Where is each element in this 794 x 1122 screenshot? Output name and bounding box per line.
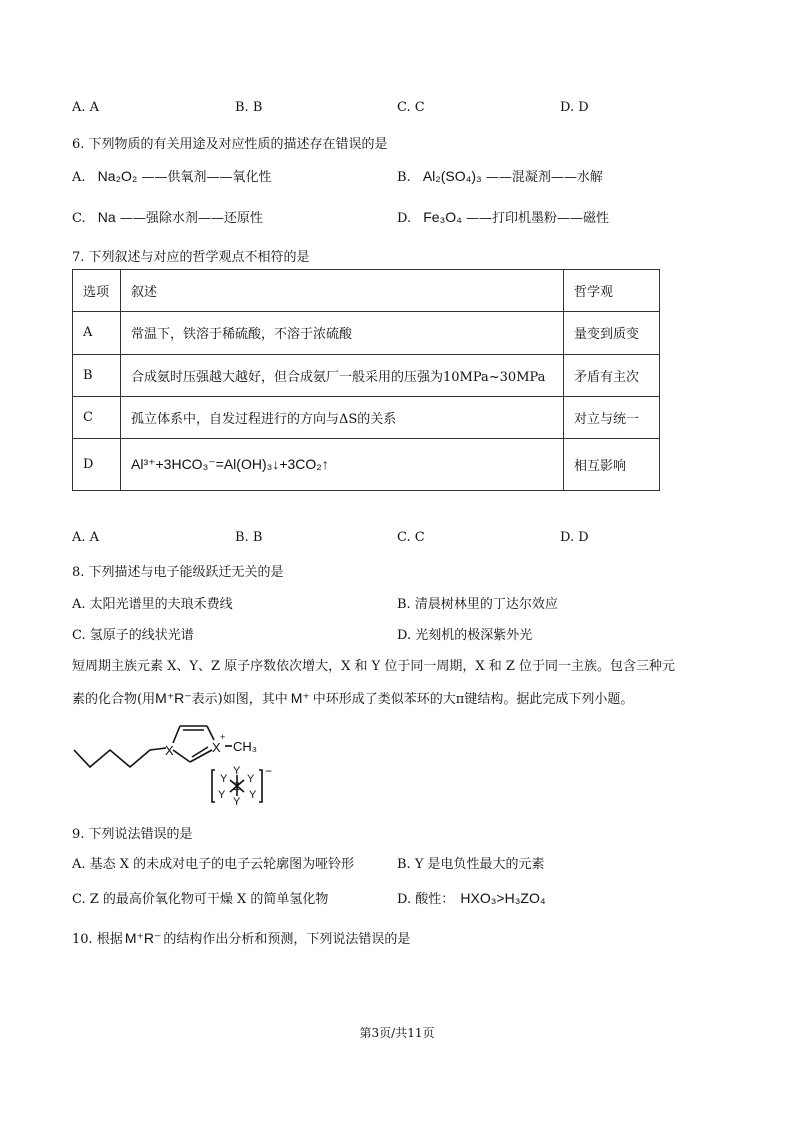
q7-row-a-option: A	[73, 312, 121, 354]
q9-stem: 9. 下列说法错误的是	[72, 827, 193, 842]
q9-option-d	[397, 888, 546, 907]
structure-y-upper-left: Y	[220, 773, 228, 785]
q10-stem-b: 的结构作出分析和预测，下列说法错误的是	[163, 932, 411, 947]
q10-stem	[72, 928, 410, 947]
q7-option-c: C. C	[397, 530, 425, 545]
q7-row-d-philosophy: 相互影响	[564, 439, 660, 491]
q7-stem: 7. 下列叙述与对应的哲学观点不相符的是	[72, 250, 310, 265]
q7-table	[72, 269, 660, 491]
page-footer: 第3页/共11页	[359, 1026, 435, 1040]
structure-y-lower-left: Y	[218, 789, 226, 801]
q6-b-formula: Al₂(SO₄)₃	[422, 168, 482, 184]
table-row	[73, 396, 660, 438]
structure-x-right: X	[212, 740, 221, 755]
q6-b-text: ——混凝剂——水解	[485, 170, 603, 185]
structure-ch3: CH₃	[233, 739, 258, 754]
q7-header-philosophy: 哲学观	[564, 270, 660, 312]
table-row	[73, 312, 660, 354]
q9-d-formula: HXO₃>H₃ZO₄	[460, 890, 546, 906]
passage-text-a: 素的化合物(用	[72, 692, 156, 707]
q5-option-a: A. A	[72, 100, 100, 115]
q6-c-text: ——强除水剂——还原性	[119, 211, 263, 226]
q5-option-c: C. C	[397, 100, 425, 115]
q6-c-prefix: C.	[72, 211, 86, 226]
q7-row-d-statement: Al³⁺+3HCO₃⁻=Al(OH)₃↓+3CO₂↑	[121, 439, 564, 491]
q9-option-a: A. 基态 X 的未成对电子的电子云轮廓图为哑铃形	[72, 857, 355, 872]
q7-row-b-philosophy: 矛盾有主次	[564, 354, 660, 396]
q7-header-statement: 叙述	[121, 270, 564, 312]
q6-d-formula: Fe₃O₄	[423, 209, 462, 225]
q6-option-d	[397, 207, 609, 226]
table-row	[73, 354, 660, 396]
q7-row-c-philosophy: 对立与统一	[564, 396, 660, 438]
q8-option-a: A. 太阳光谱里的夫琅禾费线	[72, 597, 233, 612]
q7-option-a: A. A	[72, 530, 100, 545]
passage-line-2	[72, 688, 633, 707]
q7-option-b: B. B	[235, 530, 263, 545]
q6-c-formula: Na	[97, 209, 116, 225]
q7-row-a-statement: 常温下，铁溶于稀硫酸，不溶于浓硫酸	[121, 312, 564, 354]
passage-text-b: 表示)如图，其中	[191, 692, 288, 707]
q7-header-row	[73, 270, 660, 312]
structure-y-upper-right: Y	[247, 773, 255, 785]
structure-z: Z	[233, 781, 240, 793]
q6-a-text: ——供氧剂——氧化性	[141, 170, 272, 185]
q7-header-option: 选项	[73, 270, 121, 312]
q8-stem: 8. 下列描述与电子能级跃迁无关的是	[72, 565, 284, 580]
q6-option-a	[72, 166, 271, 185]
q9-option-c: C. Z 的最高价氧化物可干燥 X 的简单氢化物	[72, 892, 329, 907]
structure-minus: −	[265, 764, 273, 778]
q6-option-b	[397, 166, 603, 185]
q7-option-d: D. D	[560, 530, 589, 545]
q5-option-d: D. D	[560, 100, 589, 115]
q7-row-a-philosophy: 量变到质变	[564, 312, 660, 354]
q7-row-b-option: B	[73, 354, 121, 396]
q7-row-b-statement: 合成氨时压强越大越好，但合成氨厂一般采用的压强为10MPa~30MPa	[121, 354, 564, 396]
q6-a-formula: Na₂O₂	[97, 168, 138, 184]
q7-row-d-option: D	[73, 439, 121, 491]
q9-option-b: B. Y 是电负性最大的元素	[397, 857, 545, 872]
passage-formula-2: M⁺	[290, 690, 310, 706]
structure-y-top: Y	[233, 765, 241, 777]
structure-y-lower-right: Y	[249, 789, 257, 801]
table-row	[73, 439, 660, 491]
q7-row-c-statement: 孤立体系中，自发过程进行的方向与ΔS的关系	[121, 396, 564, 438]
q9-d-prefix: D. 酸性：	[397, 892, 455, 907]
structure-y-bottom: Y	[233, 796, 241, 805]
structure-plus: +	[220, 732, 226, 742]
q10-formula: M⁺R⁻	[124, 930, 162, 946]
q5-option-b: B. B	[235, 100, 263, 115]
q6-option-c	[72, 207, 263, 226]
q6-stem: 6. 下列物质的有关用途及对应性质的描述存在错误的是	[72, 137, 388, 152]
q8-option-c: C. 氢原子的线状光谱	[72, 628, 194, 643]
q6-b-prefix: B.	[397, 170, 411, 185]
q8-option-d: D. 光刻机的极深紫外光	[397, 628, 533, 643]
structure-x-left: X	[165, 743, 174, 758]
q6-a-prefix: A.	[72, 170, 86, 185]
q8-option-b: B. 清晨树林里的丁达尔效应	[397, 597, 558, 612]
chemical-structure-figure	[72, 710, 292, 805]
q10-stem-a: 10. 根据	[72, 932, 123, 947]
passage-line-1: 短周期主族元素 X、Y、Z 原子序数依次增大，X 和 Y 位于同一周期，X 和 Z 位于同一主族。包含三种元	[72, 659, 676, 674]
q7-row-c-option: C	[73, 396, 121, 438]
q6-d-prefix: D.	[397, 211, 412, 226]
passage-text-c: 中环形成了类似苯环的大π键结构。据此完成下列小题。	[312, 692, 634, 707]
passage-formula-1: M⁺R⁻	[155, 690, 192, 706]
q6-d-text: ——打印机墨粉——磁性	[466, 211, 610, 226]
